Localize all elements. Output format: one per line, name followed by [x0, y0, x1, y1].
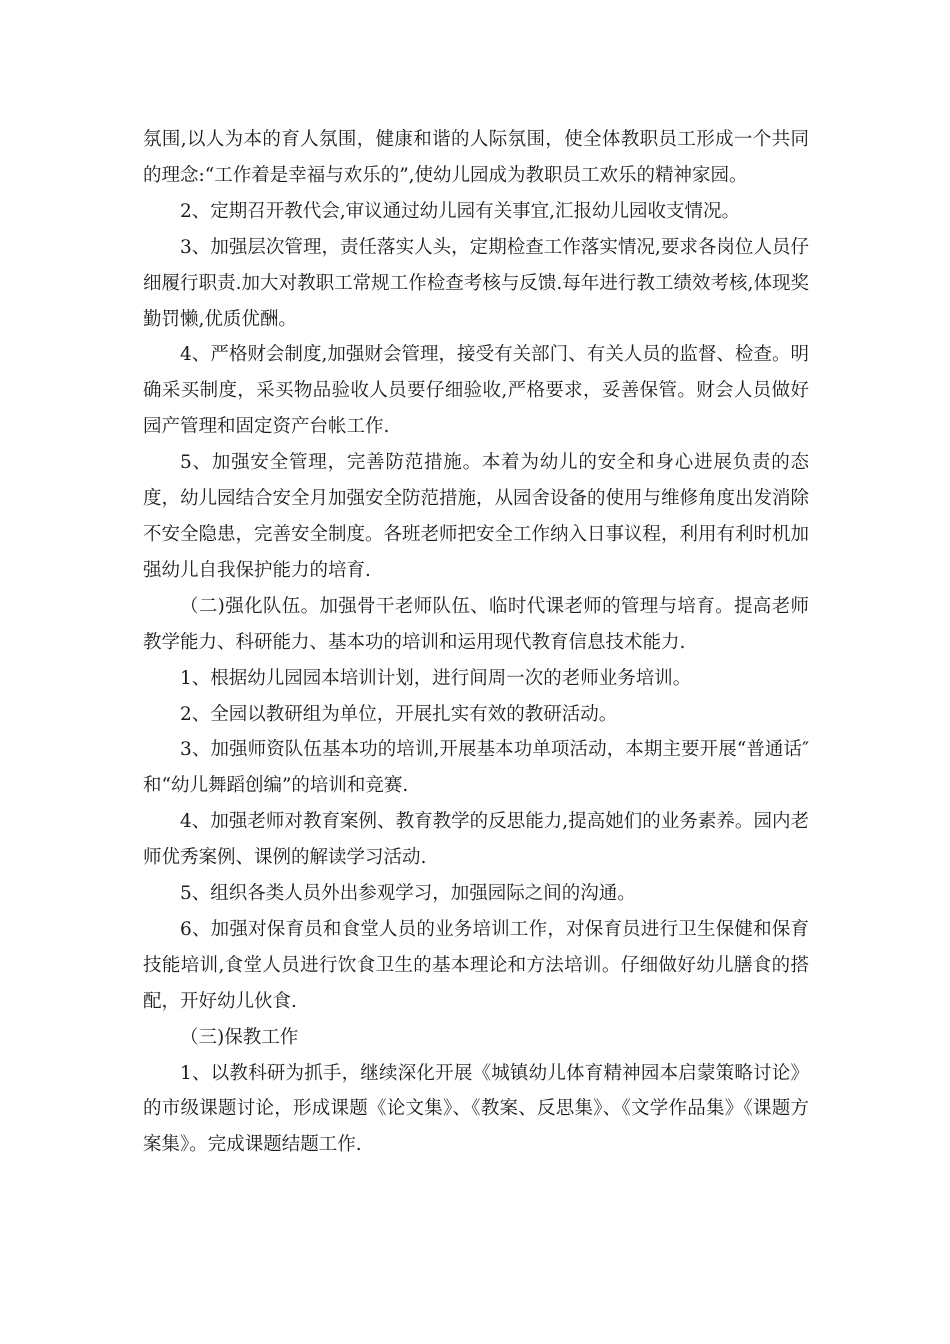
section-heading-care-education: （三)保教工作: [180, 1026, 299, 1048]
paragraph-item-3-basic-skills: 3、加强师资队伍基本功的培训,开展基本功单项活动，本期主要开展“普通话″和“幼儿舞蹈创编”的培训和竞赛.: [143, 739, 809, 797]
paragraph-item-4-reflection: 4、加强老师对教育案例、教育教学的反思能力,提高她们的业务素养。园内老师优秀案例、课例的解读学习活动.: [143, 811, 809, 869]
paragraph-item-1-training-plan: 1、根据幼儿园园本培训计划，进行间周一次的老师业务培训。: [180, 667, 692, 689]
paragraph-item-2-research-group: 2、全园以教研组为单位，开展扎实有效的教研活动。: [180, 703, 618, 725]
paragraph-item-5-safety: 5、加强安全管理，完善防范措施。本着为幼儿的安全和身心进展负责的态度，幼儿园结合安全月加强安全防范措施，从园舍设备的使用与维修角度出发消除不安全隐患，完善安全制度。各班老师把安全工作纳入日事议程，利用有利时机加强幼儿自我保护能力的培育.: [143, 452, 810, 581]
section-heading-team: （二)强化队伍。加强骨干老师队伍、临时代课老师的管理与培育。提高老师教学能力、科研能力、基本功的培训和运用现代教育信息技术能力.: [143, 595, 809, 653]
paragraph-item-2-staff-congress: 2、定期召开教代会,审议通过幼儿园有关事宜,汇报幼儿园收支情况。: [180, 200, 741, 222]
paragraph-item-3-level-management: 3、加强层次管理，责任落实人头，定期检查工作落实情况,要求各岗位人员仔细履行职责.加大对教职工常规工作检查考核与反馈.每年进行教工绩效考核,体现奖勤罚懒,优质优酬。: [143, 236, 809, 330]
paragraph-item-1-research-project: 1、以教科研为抓手，继续深化开展《城镇幼儿体育精神园本启蒙策略讨论》的市级课题讨论，形成课题《论文集》、《教案、反思集》、《文学作品集》《课题方案集》。完成课题结题工作.: [143, 1062, 809, 1156]
paragraph-item-4-finance: 4、严格财会制度,加强财会管理，接受有关部门、有关人员的监督、检查。明确采买制度，采买物品验收人员要仔细验收,严格要求，妥善保管。财会人员做好园产管理和固定资产台帐工作.: [143, 344, 809, 438]
paragraph-continuation: 氛围,以人为本的育人氛围，健康和谐的人际氛围，使全体教职员工形成一个共同的理念:“工作着是幸福与欢乐的”,使幼儿园成为教职员工欢乐的精神家园。: [143, 129, 809, 186]
paragraph-item-6-nursery-staff: 6、加强对保育员和食堂人员的业务培训工作，对保育员进行卫生保健和保育技能培训,食堂人员进行饮食卫生的基本理论和方法培训。仔细做好幼儿膳食的搭配，开好幼儿伙食.: [143, 918, 809, 1012]
document-body: [143, 122, 809, 1163]
paragraph-item-5-visits: 5、组织各类人员外出参观学习，加强园际之间的沟通。: [180, 883, 636, 905]
